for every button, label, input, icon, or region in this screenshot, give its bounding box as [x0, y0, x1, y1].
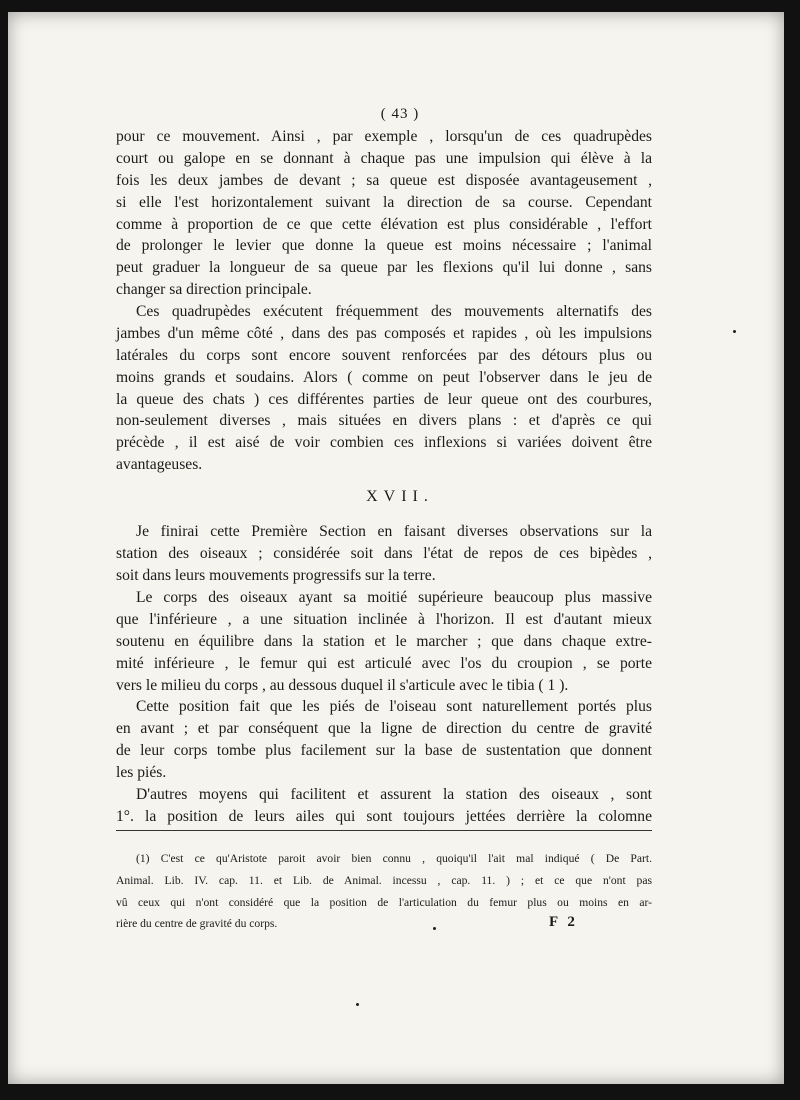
text-line: comme à proportion de ce que cette élévation est plus considérable , l'effort	[116, 215, 652, 233]
text-line: pour ce mouvement. Ainsi , par exemple , lorsqu'un de ces quadrupèdes	[116, 128, 652, 145]
text-line: court ou galope en se donnant à chaque pas une impulsion qui élève à la	[116, 149, 652, 167]
text-line: station des oiseaux ; considérée soit dans l'état de repos de ces bipèdes ,	[116, 544, 652, 562]
text-line: D'autres moyens qui facilitent et assurent la station des oiseaux , sont	[136, 786, 652, 803]
footnote-line: vû ceux qui n'ont considéré que la position de l'articulation du femur plus ou moins en ar-	[116, 895, 652, 909]
text-line: fois les deux jambes de devant ; sa queue est disposée avantageusement ,	[116, 171, 652, 189]
text-line: 1°. la position de leurs ailes qui sont toujours jettées derrière la colomne	[116, 807, 652, 825]
text-line: précède , il est aisé de voir combien ces inflexions si variées doivent être	[116, 434, 652, 452]
ink-speck	[733, 330, 736, 333]
ink-speck	[433, 927, 436, 930]
ink-speck	[356, 1003, 359, 1006]
text-line: les piés.	[116, 763, 167, 781]
text-line: latérales du corps sont encore souvent renforcées par des détours plus ou	[116, 346, 652, 364]
page-number: ( 43 )	[380, 106, 420, 122]
section-title: XVII.	[366, 488, 434, 505]
footnote-line: Animal. Lib. IV. cap. 11. et Lib. de Animal. incessu , cap. 11. ) ; et ce que n'ont pas	[116, 873, 652, 887]
text-line: vers le milieu du corps , au dessous duquel il s'articule avec le tibia ( 1 ).	[116, 676, 569, 694]
text-line: de leur corps tombe plus facilement sur la base de sustentation que donnent	[116, 741, 652, 759]
footnote-divider	[116, 830, 652, 831]
footnote-line: (1) C'est ce qu'Aristote paroit avoir bien connu , quoiqu'il l'ait mal indiqué ( De Part.	[136, 852, 652, 865]
text-line: que l'inférieure , a une situation inclinée à l'horizon. Il est d'autant mieux	[116, 610, 652, 628]
text-line: avantageuses.	[116, 456, 203, 474]
text-line: soutenu en équilibre dans la station et le marcher ; que dans chaque extre-	[116, 632, 652, 650]
paragraph-section-intro	[116, 521, 652, 587]
text-line: moins grands et soudains. Alors ( comme on peut l'observer dans le jeu de	[116, 368, 652, 386]
paragraph-bird-body	[116, 587, 652, 696]
signature-mark: F 2	[549, 914, 578, 930]
text-line: mité inférieure , le femur qui est articulé avec l'os du croupion , se porte	[116, 654, 652, 672]
text-line: la queue des chats ) ces différentes parties de leur queue ont des courbures,	[116, 390, 652, 408]
paragraph-quadrupeds	[116, 301, 652, 476]
text-line: Le corps des oiseaux ayant sa moitié supérieure beaucoup plus massive	[136, 589, 652, 606]
paragraph-position	[116, 696, 652, 784]
text-line: Cette position fait que les piés de l'oiseau sont naturellement portés plus	[136, 698, 652, 715]
paragraph-continuation	[116, 126, 652, 301]
text-line: en avant ; et par conséquent que la ligne de direction du centre de gravité	[116, 719, 652, 737]
text-line: peut graduer la longueur de sa queue par les flexions qu'il lui donne , sans	[116, 259, 652, 277]
text-line: si elle l'est horizontalement suivant la direction de sa course. Cependant	[116, 193, 652, 211]
text-line: changer sa direction principale.	[116, 281, 312, 299]
paragraph-other-means	[116, 784, 652, 828]
text-line: Ces quadrupèdes exécutent fréquemment des mouvements alternatifs des	[136, 303, 652, 320]
text-line: de prolonger le levier que donne la queue est moins nécessaire ; l'animal	[116, 237, 652, 255]
text-line: jambes d'un même côté , dans des pas composés et rapides , où les impulsions	[116, 324, 652, 342]
footnote-line: rière du centre de gravité du corps.	[116, 917, 278, 931]
text-line: Je finirai cette Première Section en faisant diverses observations sur la	[136, 523, 652, 540]
text-line: soit dans leurs mouvements progressifs sur la terre.	[116, 566, 436, 584]
text-line: non-seulement diverses , mais situées en divers plans : et d'après ce qui	[116, 412, 652, 430]
